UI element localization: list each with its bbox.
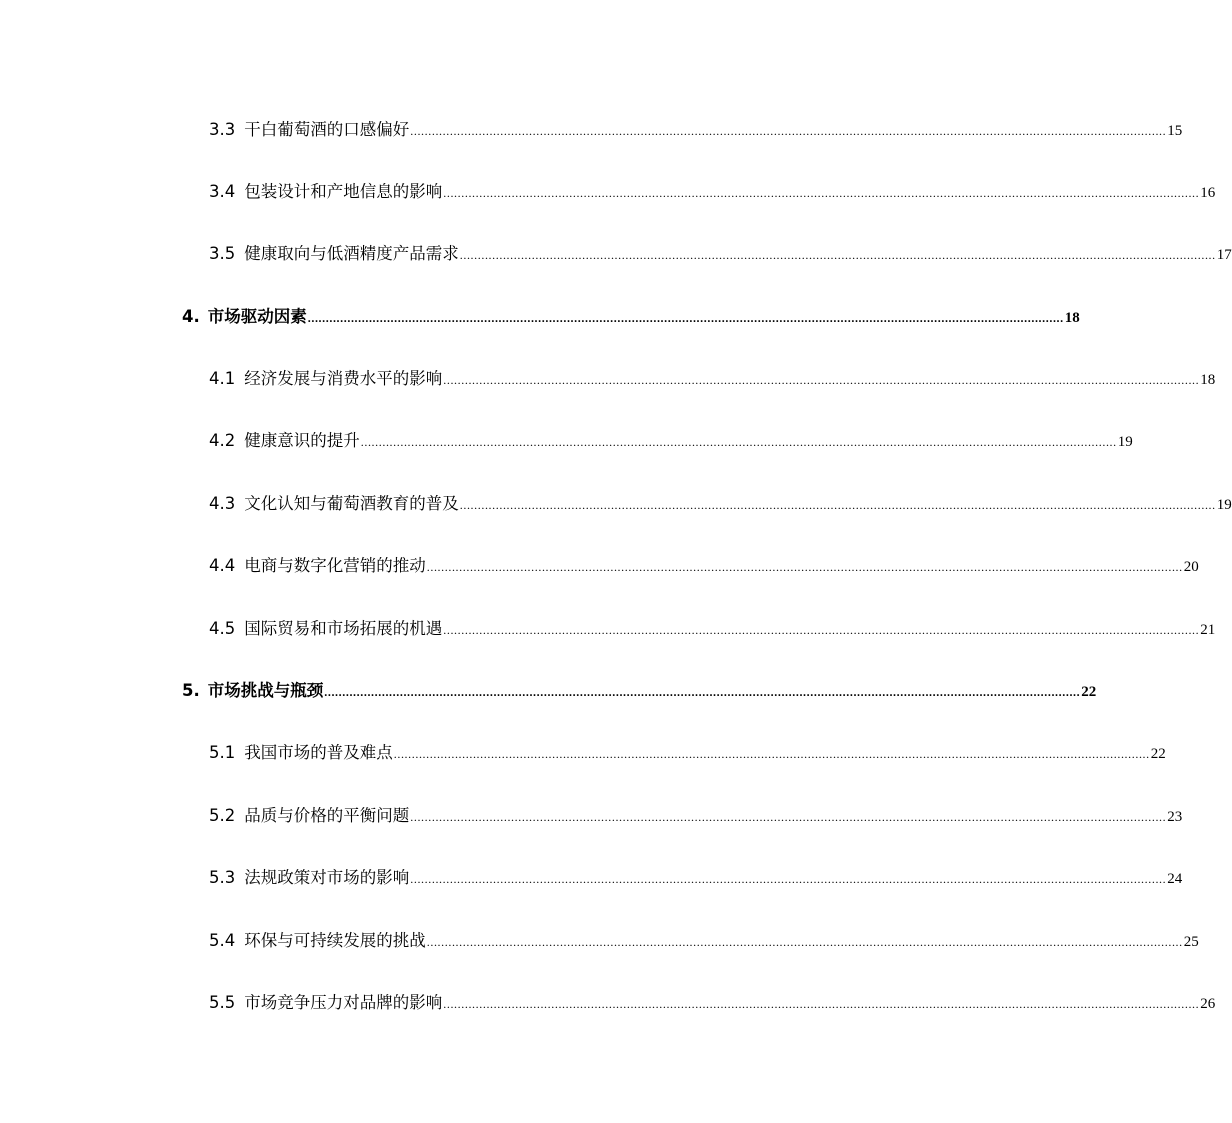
- dot-leader: ..................................................................................................................................................................................................................: [393, 747, 1150, 761]
- toc-entry-number: 5.1: [209, 743, 236, 762]
- toc-entry-number: 3.3: [209, 120, 236, 139]
- toc-entry-page: 26: [1200, 996, 1216, 1012]
- toc-entry-4-5[interactable]: [209, 615, 1216, 641]
- toc-entry-title: 市场驱动因素: [207, 307, 307, 326]
- toc-entry-5[interactable]: [182, 677, 1097, 703]
- toc-entry-title: 健康取向与低酒精度产品需求: [244, 244, 459, 263]
- dot-leader: ..................................................................................................................................................................................................................: [410, 872, 1167, 886]
- toc-entry-5-1[interactable]: [209, 739, 1166, 765]
- toc-entry-number: 4.1: [209, 369, 236, 388]
- dot-leader: ..................................................................................................................................................................................................................: [459, 248, 1216, 262]
- toc-entry-title: 国际贸易和市场拓展的机遇: [244, 619, 443, 638]
- toc-entry-title: 健康意识的提升: [244, 431, 360, 450]
- toc-entry-number: 4.: [182, 307, 200, 326]
- toc-entry-number: 3.5: [209, 244, 236, 263]
- toc-entry-number: 4.2: [209, 431, 236, 450]
- toc-entry-page: 23: [1167, 809, 1183, 825]
- toc-entry-page: 18: [1064, 310, 1080, 326]
- toc-entry-title: 市场挑战与瓶颈: [207, 681, 324, 700]
- toc-entry-page: 20: [1183, 559, 1199, 575]
- toc-entry-4[interactable]: [182, 303, 1080, 329]
- toc-entry-title: 干白葡萄酒的口感偏好: [244, 120, 410, 139]
- toc-entry-3-3[interactable]: [209, 116, 1183, 142]
- toc-entry-4-3[interactable]: [209, 490, 1232, 516]
- dot-leader: ..................................................................................................................................................................................................................: [410, 810, 1167, 824]
- toc-entry-title: 环保与可持续发展的挑战: [244, 931, 426, 950]
- toc-entry-page: 15: [1167, 123, 1183, 139]
- dot-leader: ..................................................................................................................................................................................................................: [443, 186, 1200, 200]
- dot-leader: ..................................................................................................................................................................................................................: [360, 435, 1117, 449]
- toc-entry-number: 3.4: [209, 182, 236, 201]
- toc-entry-page: 18: [1200, 372, 1216, 388]
- dot-leader: ..................................................................................................................................................................................................................: [410, 124, 1167, 138]
- toc-entry-page: 19: [1117, 434, 1133, 450]
- toc-entry-number: 5.2: [209, 806, 236, 825]
- dot-leader: ..................................................................................................................................................................................................................: [426, 935, 1183, 949]
- toc-entry-number: 4.5: [209, 619, 236, 638]
- toc-entry-title: 经济发展与消费水平的影响: [244, 369, 443, 388]
- toc-entry-title: 文化认知与葡萄酒教育的普及: [244, 494, 459, 513]
- toc-entry-page: 17: [1216, 247, 1232, 263]
- toc-entry-number: 4.4: [209, 556, 236, 575]
- toc-entry-page: 25: [1183, 934, 1199, 950]
- toc-entry-page: 21: [1200, 622, 1216, 638]
- toc-entry-5-4[interactable]: [209, 927, 1199, 953]
- toc-entry-5-3[interactable]: [209, 864, 1183, 890]
- toc-entry-5-2[interactable]: [209, 802, 1183, 828]
- toc-entry-title: 我国市场的普及难点: [244, 743, 393, 762]
- toc-entry-title: 市场竞争压力对品牌的影响: [244, 993, 443, 1012]
- toc-entry-number: 4.3: [209, 494, 236, 513]
- toc-entry-title: 电商与数字化营销的推动: [244, 556, 426, 575]
- toc-entry-5-5[interactable]: [209, 989, 1216, 1015]
- toc-entry-title: 包装设计和产地信息的影响: [244, 182, 443, 201]
- toc-entry-page: 16: [1200, 185, 1216, 201]
- toc-entry-4-1[interactable]: [209, 365, 1216, 391]
- toc-entry-title: 法规政策对市场的影响: [244, 868, 410, 887]
- toc-entry-4-4[interactable]: [209, 552, 1199, 578]
- toc-entry-page: 22: [1150, 746, 1166, 762]
- toc-entry-3-4[interactable]: [209, 178, 1216, 204]
- toc-entry-page: 24: [1167, 871, 1183, 887]
- toc-entry-title: 品质与价格的平衡问题: [244, 806, 410, 825]
- dot-leader: ..................................................................................................................................................................................................................: [459, 498, 1216, 512]
- dot-leader: ..................................................................................................................................................................................................................: [443, 373, 1200, 387]
- toc-entry-number: 5.5: [209, 993, 236, 1012]
- dot-leader: ..................................................................................................................................................................................................................: [443, 623, 1200, 637]
- dot-leader: ..................................................................................................................................................................................................................: [426, 560, 1183, 574]
- toc-entry-number: 5.4: [209, 931, 236, 950]
- toc-entry-number: 5.: [182, 681, 200, 700]
- dot-leader: ..................................................................................................................................................................................................................: [443, 997, 1200, 1011]
- dot-leader: ..................................................................................................................................................................................................................: [324, 685, 1081, 699]
- dot-leader: ..................................................................................................................................................................................................................: [307, 311, 1064, 325]
- toc-entry-number: 5.3: [209, 868, 236, 887]
- toc-entry-3-5[interactable]: [209, 240, 1232, 266]
- toc-entry-4-2[interactable]: [209, 427, 1133, 453]
- toc-entry-page: 22: [1081, 684, 1097, 700]
- toc-entry-page: 19: [1216, 497, 1232, 513]
